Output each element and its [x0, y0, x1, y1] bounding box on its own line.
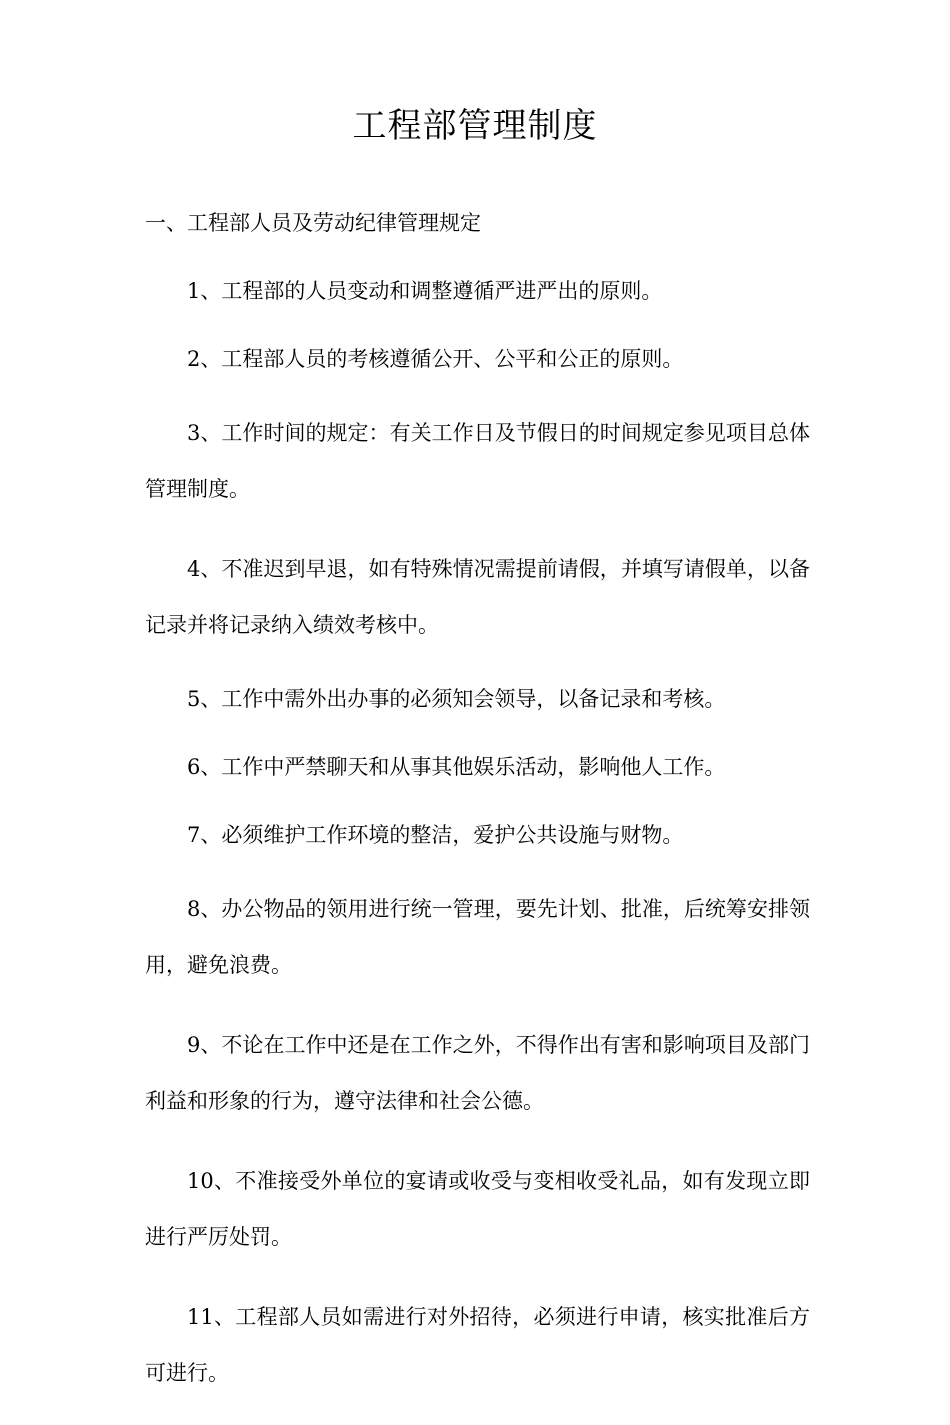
rule-item-2: 2、工程部人员的考核遵循公开、公平和公正的原则。: [187, 347, 684, 371]
rule-item-9: 9、不论在工作中还是在工作之外，不得作出有害和影响项目及部门利益和形象的行为，遵守法律和社会公德。: [145, 1033, 810, 1113]
rule-item-6: 6、工作中严禁聊天和从事其他娱乐活动，影响他人工作。: [187, 755, 726, 779]
rule-item-4: 4、不准迟到早退，如有特殊情况需提前请假，并填写请假单，以备记录并将记录纳入绩效考核中。: [145, 557, 810, 637]
document-body: [145, 201, 810, 1425]
rule-item-11: 11、工程部人员如需进行对外招待，必须进行申请，核实批准后方可进行。: [145, 1305, 810, 1385]
page-title: 工程部管理制度: [352, 106, 598, 146]
rule-item-1: 1、工程部的人员变动和调整遵循严进严出的原则。: [187, 279, 663, 303]
rule-item-7: 7、必须维护工作环境的整洁，爱护公共设施与财物。: [187, 823, 684, 847]
rule-item-10: 10、不准接受外单位的宴请或收受与变相收受礼品，如有发现立即进行严厉处罚。: [145, 1169, 810, 1249]
section-heading: 一、工程部人员及劳动纪律管理规定: [145, 211, 481, 235]
rule-item-8: 8、办公物品的领用进行统一管理，要先计划、批准，后统筹安排领用，避免浪费。: [145, 897, 810, 977]
rule-item-5: 5、工作中需外出办事的必须知会领导，以备记录和考核。: [187, 687, 726, 711]
rule-item-3: 3、工作时间的规定：有关工作日及节假日的时间规定参见项目总体管理制度。: [145, 421, 810, 501]
